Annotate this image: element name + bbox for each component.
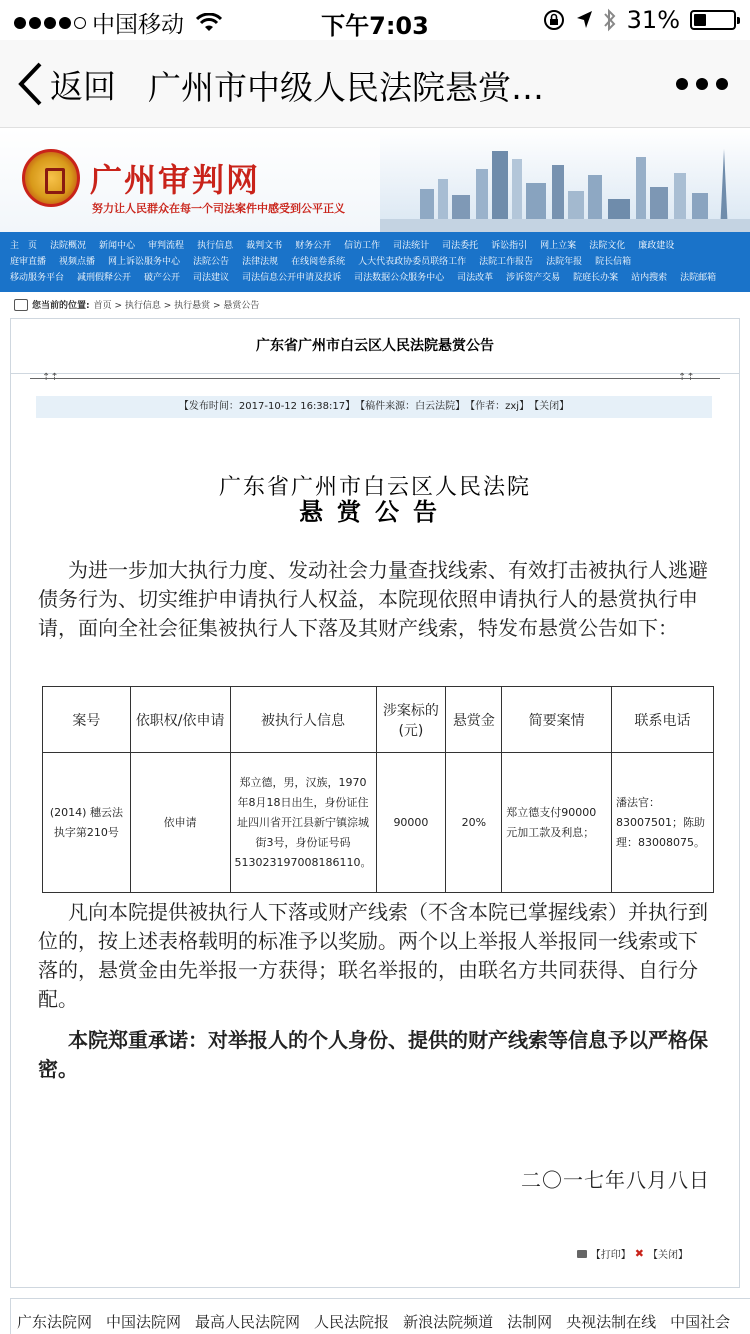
- menu-item[interactable]: 诉讼指引: [491, 241, 528, 251]
- table-header-cell: 悬赏金: [446, 687, 502, 753]
- menu-item[interactable]: 移动服务平台: [10, 273, 65, 283]
- contact-phone-cell: 潘法官：83007501；陈助理：83008075。: [612, 753, 714, 893]
- friend-link[interactable]: 新浪法院频道: [403, 1313, 494, 1331]
- friend-link[interactable]: 最高人民法院网: [195, 1313, 301, 1331]
- menu-item[interactable]: 裁判文书: [246, 241, 283, 251]
- page-title: 广州市中级人民法院悬赏…: [148, 68, 544, 107]
- status-time: 下午7:03: [321, 12, 429, 40]
- battery-icon: [690, 10, 736, 30]
- menu-item[interactable]: 司法建议: [193, 273, 230, 283]
- menu-item[interactable]: 人大代表政协委员联络工作: [358, 257, 467, 267]
- menu-item[interactable]: 法律法规: [242, 257, 279, 267]
- more-dot-icon: [696, 78, 708, 90]
- breadcrumb-label: 您当前的位置:: [32, 301, 90, 311]
- carrier-name: 中国移动: [92, 12, 184, 38]
- breadcrumb: [14, 298, 259, 311]
- printer-icon: [577, 1250, 587, 1258]
- friend-link[interactable]: 法制网: [507, 1313, 553, 1331]
- menu-item[interactable]: 院庭长办案: [573, 273, 619, 283]
- friend-link[interactable]: 人民法院报: [314, 1313, 390, 1331]
- orientation-lock-icon: [543, 9, 565, 31]
- site-main-menu: [0, 232, 750, 292]
- menu-item[interactable]: 信访工作: [344, 241, 381, 251]
- table-header-row: [43, 687, 714, 753]
- article-title: 广东省广州市白云区人民法院悬赏公告: [256, 338, 494, 354]
- battery-fill: [694, 14, 706, 26]
- menu-item[interactable]: 主 页: [10, 241, 38, 251]
- menu-item[interactable]: 新闻中心: [99, 241, 136, 251]
- menu-item[interactable]: 法院邮箱: [680, 273, 717, 283]
- document-subheading: 悬赏公告: [299, 497, 451, 526]
- menu-item[interactable]: 破产公开: [144, 273, 181, 283]
- menu-item[interactable]: 院长信箱: [595, 257, 632, 267]
- menu-item[interactable]: 在线阅卷系统: [291, 257, 346, 267]
- close-icon: ✖: [634, 1247, 644, 1260]
- friend-link[interactable]: 广东法院网: [17, 1313, 93, 1331]
- city-skyline-image: [380, 129, 750, 232]
- menu-item[interactable]: 廉政建设: [638, 241, 675, 251]
- table-header-cell: 被执行人信息: [230, 687, 376, 753]
- table-header-cell: 简要案情: [502, 687, 612, 753]
- table-header-cell: 联系电话: [612, 687, 714, 753]
- document-heading: 广东省广州市白云区人民法院: [218, 475, 531, 500]
- table-header-cell: 涉案标的(元): [376, 687, 446, 753]
- menu-item[interactable]: 涉诉资产交易: [506, 273, 561, 283]
- close-link[interactable]: 【关闭】: [648, 1250, 688, 1261]
- table-row: [43, 753, 714, 893]
- location-arrow-icon: [575, 9, 593, 31]
- menu-item[interactable]: 减刑假释公开: [77, 273, 132, 283]
- case-summary-cell: 郑立德支付90000元加工款及利息；: [502, 753, 612, 893]
- menu-item[interactable]: 执行信息: [197, 241, 234, 251]
- table-header-cell: 案号: [43, 687, 131, 753]
- menu-item[interactable]: 司法委托: [442, 241, 479, 251]
- menu-item[interactable]: 财务公开: [295, 241, 332, 251]
- menu-item[interactable]: 司法改革: [457, 273, 494, 283]
- menu-item[interactable]: 司法数据公众服务中心: [354, 273, 445, 283]
- chevron-left-icon: [16, 61, 44, 107]
- menu-item[interactable]: 法院文化: [589, 241, 626, 251]
- friend-links-bar: [10, 1298, 750, 1334]
- menu-row: [10, 238, 740, 254]
- menu-item[interactable]: 审判流程: [148, 241, 185, 251]
- more-options-button[interactable]: [676, 78, 728, 90]
- menu-item[interactable]: 司法信息公开申请及投诉: [242, 273, 342, 283]
- document-date: 二〇一七年八月八日: [521, 1168, 710, 1192]
- title-divider: [11, 373, 739, 374]
- site-slogan: 努力让人民群众在每一个司法案件中感受到公平正义: [92, 202, 345, 215]
- battery-percent: 31%: [626, 6, 680, 34]
- confidentiality-paragraph: 本院郑重承诺：对举报人的个人身份、提供的财产线索等信息予以严格保密。: [38, 1028, 708, 1081]
- reward-cell: 20%: [446, 753, 502, 893]
- menu-item[interactable]: 法院工作报告: [479, 257, 534, 267]
- case-table: [42, 686, 714, 893]
- menu-item[interactable]: 站内搜索: [631, 273, 668, 283]
- intro-paragraph: 为进一步加大执行力度、发动社会力量查找线索、有效打击被执行人逃避债务行为、切实维护申请执行人权益，本院现依照申请执行人的悬赏执行申请，面向全社会征集被执行人下落及其财产线索，特发布悬赏公告如下：: [38, 558, 708, 640]
- location-icon: [14, 299, 28, 311]
- site-name: 广州审判网: [90, 161, 261, 199]
- table-header-cell: 依职权/依申请: [130, 687, 230, 753]
- friend-link[interactable]: 中国社会: [670, 1313, 731, 1331]
- more-dot-icon: [716, 78, 728, 90]
- menu-item[interactable]: 法院公告: [193, 257, 230, 267]
- more-dot-icon: [676, 78, 688, 90]
- menu-row: [10, 254, 740, 270]
- status-right: [543, 6, 736, 34]
- menu-item[interactable]: 法院年报: [546, 257, 583, 267]
- article-actions: [577, 1246, 688, 1261]
- back-button[interactable]: [16, 60, 116, 108]
- print-link[interactable]: 【打印】: [590, 1250, 631, 1261]
- menu-item[interactable]: 视频点播: [59, 257, 96, 267]
- bluetooth-icon: [603, 8, 617, 32]
- back-label: 返回: [50, 66, 116, 106]
- pin-right-icon: ⇡⇡: [678, 372, 695, 383]
- friend-link[interactable]: 央视法制在线: [566, 1313, 657, 1331]
- pin-left-icon: ⇡⇡: [42, 372, 59, 383]
- reward-paragraph: 凡向本院提供被执行人下落或财产线索（不含本院已掌握线索）并执行到位的，按上述表格载明的标准予以奖励。两个以上举报人举报同一线索或下落的，悬赏金由先举报一方获得；联名举报的，由联名方共同获得、自行分配。: [38, 900, 708, 1011]
- menu-item[interactable]: 庭审直播: [10, 257, 47, 267]
- navigation-bar: [0, 40, 750, 128]
- amount-cell: 90000: [376, 753, 446, 893]
- executee-info-cell: 郑立德，男，汉族，1970年8月18日出生，身份证住址四川省开江县新宁镇淙城街3号，身份证号码513023197008186110。: [230, 753, 376, 893]
- menu-item[interactable]: 法院概况: [50, 241, 87, 251]
- friend-link[interactable]: 中国法院网: [106, 1313, 182, 1331]
- case-number-cell: (2014) 穗云法执字第210号: [43, 753, 131, 893]
- menu-item[interactable]: 司法统计: [393, 241, 430, 251]
- site-banner: [0, 129, 750, 232]
- article-meta: 【发布时间：2017-10-12 16:38:17】 【稿件来源：白云法院】 【作者：zxj】 【关闭】: [36, 396, 712, 418]
- status-bar: [0, 0, 750, 40]
- menu-row: [10, 270, 740, 286]
- menu-item[interactable]: 网上立案: [540, 241, 577, 251]
- application-type-cell: 依申请: [130, 753, 230, 893]
- court-emblem-icon: [22, 149, 80, 207]
- menu-item[interactable]: 网上诉讼服务中心: [108, 257, 181, 267]
- breadcrumb-path[interactable]: 首页 > 执行信息 > 执行悬赏 > 悬赏公告: [93, 301, 260, 311]
- meta-divider: [30, 378, 720, 379]
